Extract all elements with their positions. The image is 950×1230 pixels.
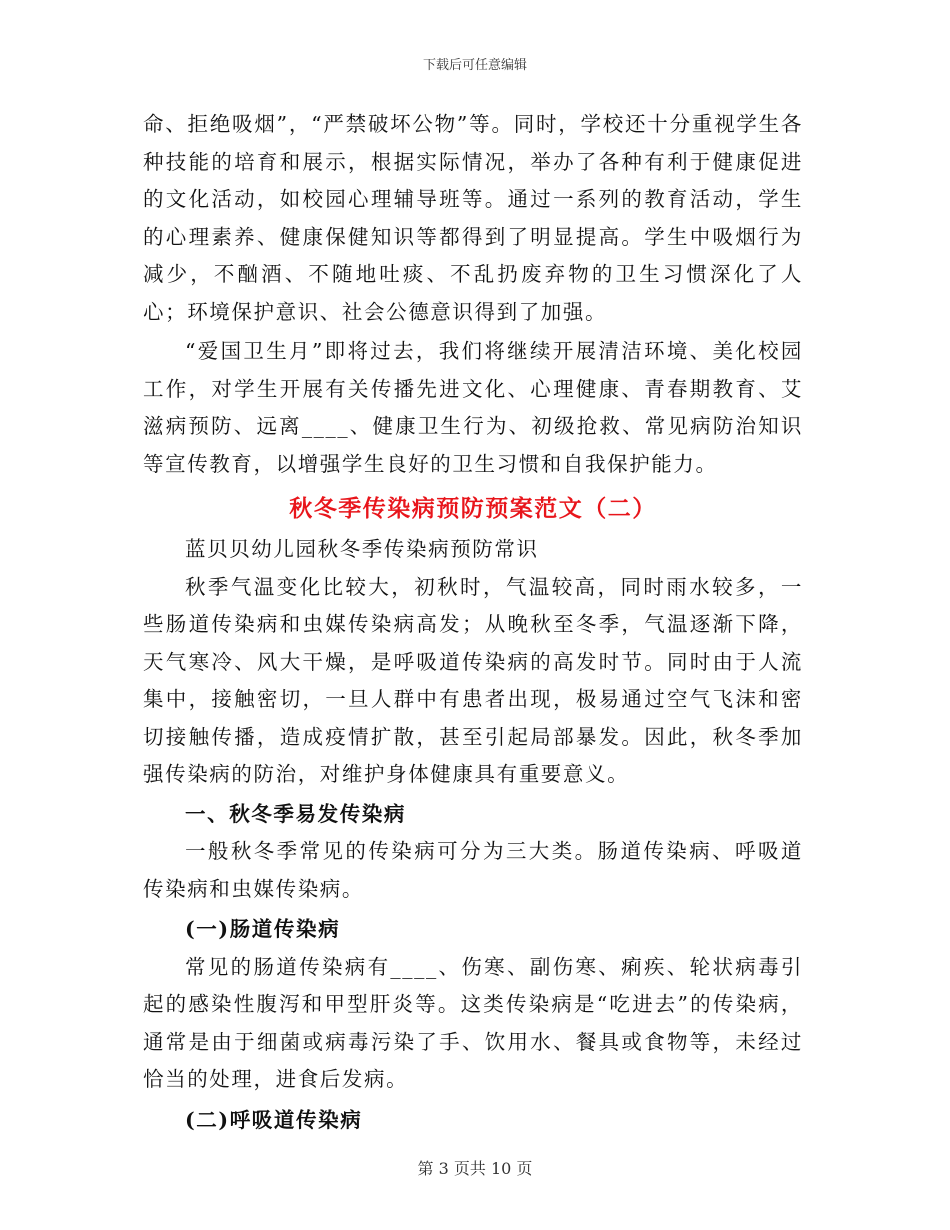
- paragraph-5: 一般秋冬季常见的传染病可分为三大类。肠道传染病、呼吸道传染病和虫媒传染病。: [143, 839, 803, 901]
- paragraph-6: 常见的肠道传染病有____、伤寒、副伤寒、痢疾、轮状病毒引起的感染性腹泻和甲型肝炎等。这类传染病是“吃进去”的传染病，通常是由于细菌或病毒污染了手、饮用水、餐具或食物等，未经过恰当的处理，进食后发病。: [143, 954, 803, 1091]
- heading-2: (一)肠道传染病: [185, 917, 341, 941]
- paragraph-3: 蓝贝贝幼儿园秋冬季传染病预防常识: [185, 537, 539, 561]
- heading-1: 一、秋冬季易发传染病: [185, 801, 406, 826]
- paragraph-2: “爱国卫生月”即将过去，我们将继续开展清洁环境、美化校园工作，对学生开展有关传播先进文化、心理健康、青春期教育、艾滋病预防、远离____、健康卫生行为、初级抢救、常见病防治知识等宣传教育，以增强学生良好的卫生习惯和自我保护能力。: [143, 339, 803, 476]
- paragraph-1: 命、拒绝吸烟”，“严禁破坏公物”等。同时，学校还十分重视学生各种技能的培育和展示，根据实际情况，举办了各种有利于健康促进的文化活动，如校园心理辅导班等。通过一系列的教育活动，学生的心理素养、健康保健知识等都得到了明显提高。学生中吸烟行为减少，不酗酒、不随地吐痰、不乱扔废弃物的卫生习惯深化了人心；环境保护意识、社会公德意识得到了加强。: [143, 112, 803, 324]
- page-footer: 第 3 页共 10 页: [417, 1159, 533, 1178]
- heading-3: (二)呼吸道传染病: [185, 1107, 363, 1132]
- section-title: 秋冬季传染病预防预案范文（二）: [289, 495, 657, 522]
- page-header: 下载后可任意编辑: [422, 58, 527, 73]
- paragraph-4: 秋季气温变化比较大，初秋时，气温较高，同时雨水较多，一些肠道传染病和虫媒传染病高发；从晚秋至冬季，气温逐渐下降，天气寒冷、风大干燥，是呼吸道传染病的高发时节。同时由于人流集中，接触密切，一旦人群中有患者出现，极易通过空气飞沫和密切接触传播，造成疫情扩散，甚至引起局部暴发。因此，秋冬季加强传染病的防治，对维护身体健康具有重要意义。: [143, 574, 803, 786]
- document-body: [143, 106, 803, 1139]
